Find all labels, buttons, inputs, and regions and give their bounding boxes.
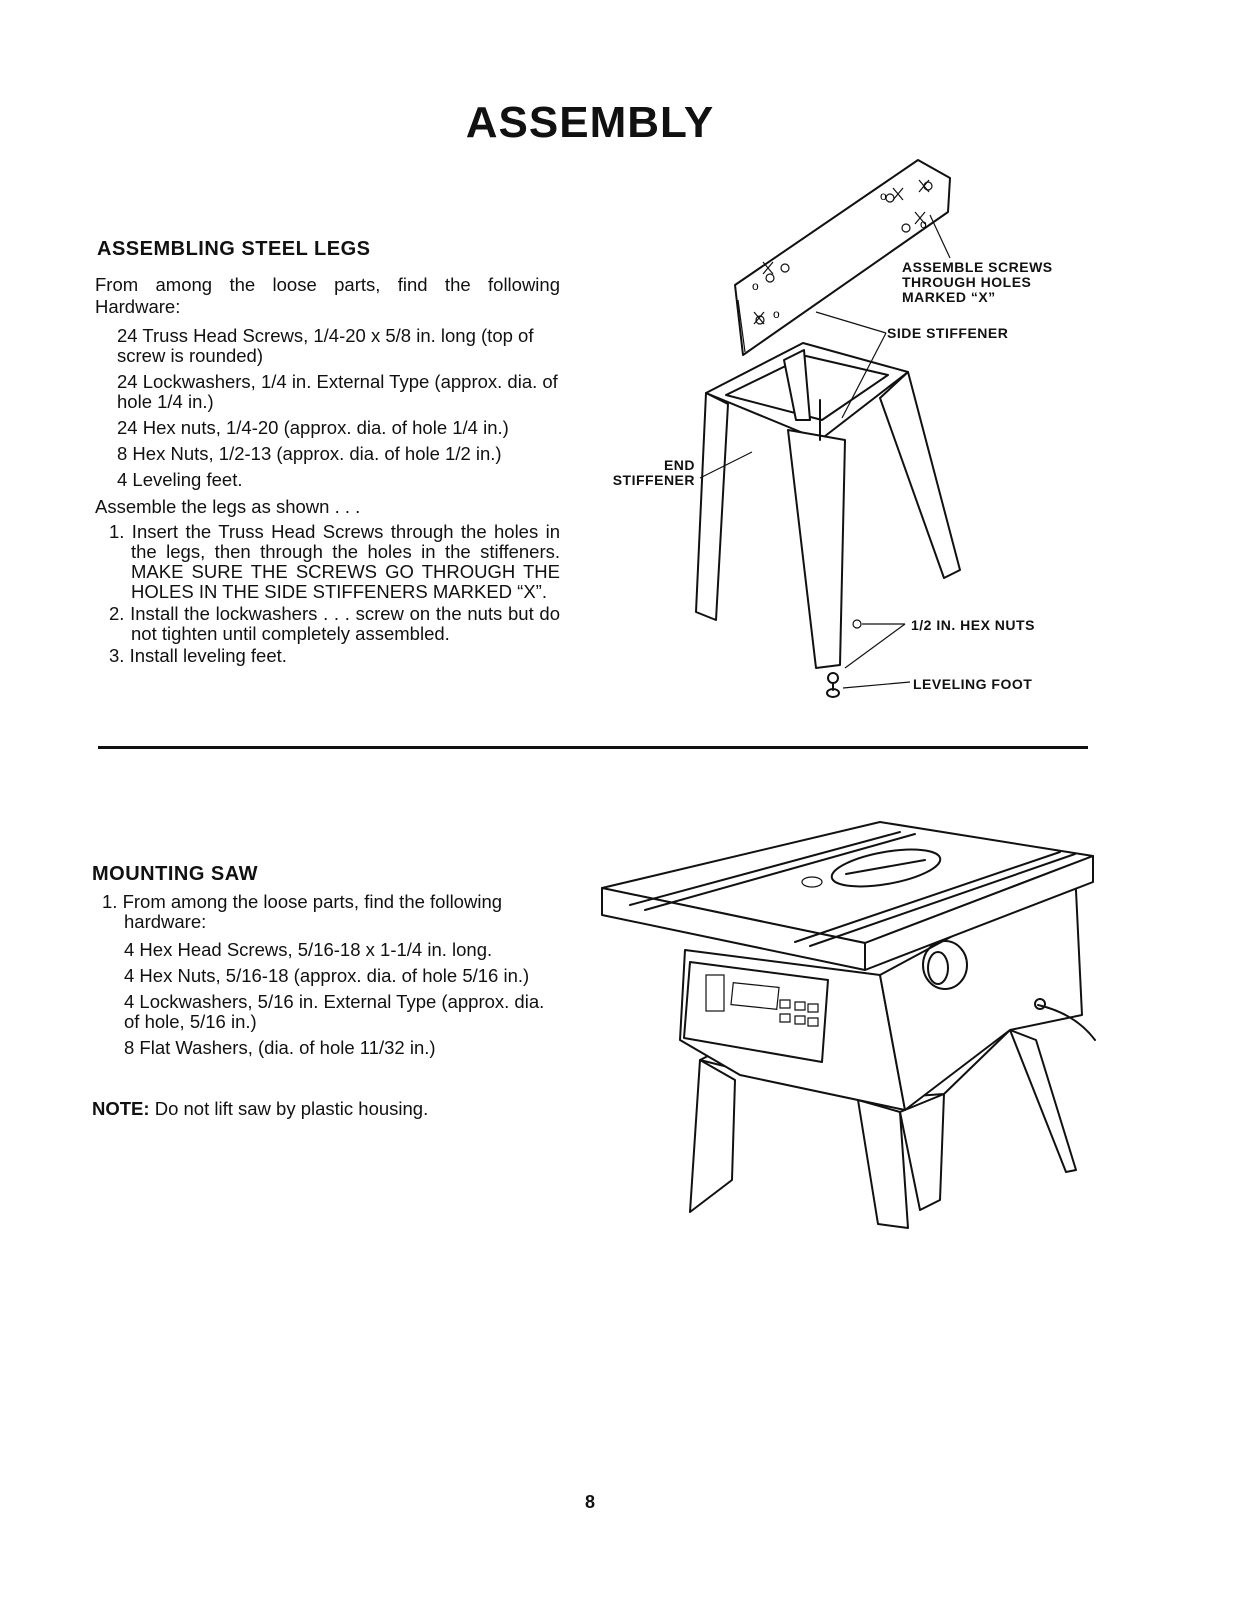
legs-section-heading: ASSEMBLING STEEL LEGS <box>97 238 371 260</box>
callout-end-stiffener: END STIFFENER <box>612 457 695 488</box>
svg-text:o: o <box>920 217 927 231</box>
list-item: 1. Insert the Truss Head Screws through the holes in the legs, then through the holes in the stiffeners. MAKE SURE THE SCREWS GO THROUGH THE HOLES IN THE SIDE STIFFENERS MARKED “X”. <box>109 521 560 602</box>
saw-intro: 1. From among the loose parts, find the following hardware: <box>102 891 503 932</box>
saw-section-heading: MOUNTING SAW <box>92 863 258 885</box>
list-item: 24 Hex nuts, 1/4-20 (approx. dia. of hole 1/4 in.) <box>117 417 509 438</box>
note-label: NOTE: <box>92 1098 150 1119</box>
page-title: ASSEMBLY <box>465 98 715 147</box>
page-number: 8 <box>585 1492 596 1512</box>
callout-leveling-foot: LEVELING FOOT <box>913 676 1033 692</box>
list-item: 24 Truss Head Screws, 1/4-20 x 5/8 in. long (top of screw is rounded) <box>117 325 534 366</box>
svg-text:o: o <box>880 189 887 203</box>
list-item: 8 Flat Washers, (dia. of hole 11/32 in.) <box>124 1037 436 1058</box>
note-text: Do not lift saw by plastic housing. <box>149 1098 429 1119</box>
list-item: 8 Hex Nuts, 1/2-13 (approx. dia. of hole 1/2 in.) <box>117 443 502 464</box>
svg-text:o: o <box>773 307 780 321</box>
list-item: 2. Install the lockwashers . . . screw on the nuts but do not tighten until completely assembled. <box>109 603 560 644</box>
list-item: 4 Hex Head Screws, 5/16-18 x 1-1/4 in. long. <box>124 939 493 960</box>
assemble-instruction: Assemble the legs as shown . . . <box>95 496 361 517</box>
legs-intro: From among the loose parts, find the following Hardware: <box>95 274 560 317</box>
callout-assemble-screws: ASSEMBLE SCREWS THROUGH HOLES MARKED “X” <box>902 259 1053 305</box>
list-item: 24 Lockwashers, 1/4 in. External Type (approx. dia. of hole 1/4 in.) <box>117 371 558 412</box>
list-item: 4 Hex Nuts, 5/16-18 (approx. dia. of hole 5/16 in.) <box>124 965 530 986</box>
list-item: 3. Install leveling feet. <box>109 645 287 666</box>
svg-text:o: o <box>752 279 759 293</box>
list-item: 4 Leveling feet. <box>117 469 243 490</box>
list-item: 4 Lockwashers, 5/16 in. External Type (approx. dia. of hole, 5/16 in.) <box>124 991 545 1032</box>
callout-side-stiffener: SIDE STIFFENER <box>887 325 1009 341</box>
callout-hex-nuts: 1/2 IN. HEX NUTS <box>911 617 1035 633</box>
